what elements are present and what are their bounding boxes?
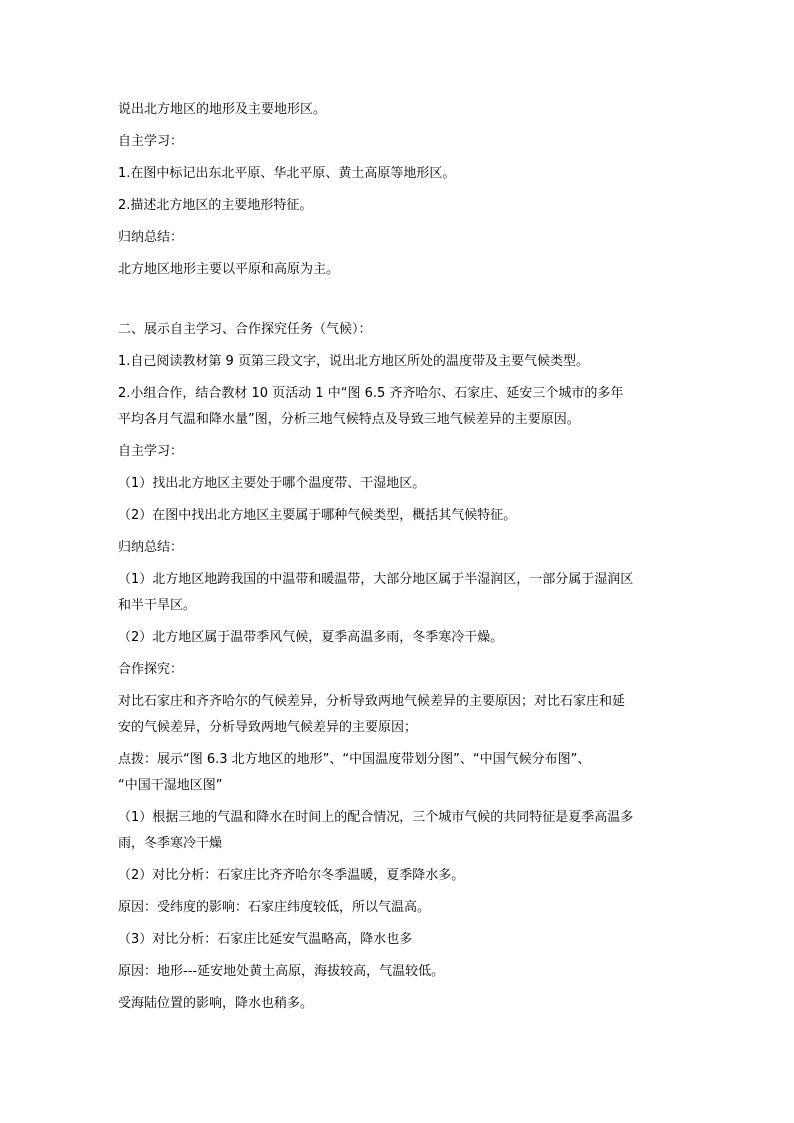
paragraph-line: （1）北方地区地跨我国的中温带和暖温带，大部分地区属于半湿润区，一部分属于湿润区 <box>118 572 634 587</box>
paragraph-line: 合作探究： <box>118 662 184 677</box>
paragraph-line: 雨，冬季寒冷干燥 <box>118 836 223 851</box>
paragraph-line: 受海陆位置的影响，降水也稍多。 <box>118 996 314 1011</box>
paragraph-line: 点拨：展示“图 6.3 北方地区的地形”、“中国温度带划分图”、“中国气候分布图”、 <box>118 752 591 767</box>
paragraph-line: 归纳总结： <box>118 230 184 245</box>
paragraph-line: （2）北方地区属于温带季风气候，夏季高温多雨，冬季寒冷干燥。 <box>118 630 504 645</box>
paragraph-line: 自主学习： <box>118 444 184 459</box>
paragraph-line: 原因：受纬度的影响：石家庄纬度较低，所以气温高。 <box>118 900 431 915</box>
paragraph-line: 说出北方地区的地形及主要地形区。 <box>118 102 327 117</box>
paragraph-line: 平均各月气温和降水量”图，分析三地气候特点及导致三地气候差异的主要原因。 <box>118 412 580 427</box>
paragraph-line: 2.小组合作，结合教材 10 页活动 1 中“图 6.5 齐齐哈尔、石家庄、延安三个城市的多年 <box>118 386 624 401</box>
paragraph-line: 2.描述北方地区的主要地形特征。 <box>118 198 313 213</box>
paragraph-line: 和半干旱区。 <box>118 598 197 613</box>
paragraph-line: （1）找出北方地区主要处于哪个温度带、干湿地区。 <box>118 476 426 491</box>
section-heading: 二、展示自主学习、合作探究任务（气候）： <box>118 322 372 337</box>
paragraph-line: 北方地区地形主要以平原和高原为主。 <box>118 262 340 277</box>
paragraph-line: 1.在图中标记出东北平原、华北平原、黄土高原等地形区。 <box>118 166 456 181</box>
paragraph-line: 1.自己阅读教材第 9 页第三段文字，说出北方地区所处的温度带及主要气候类型。 <box>118 354 589 369</box>
paragraph-line: 自主学习： <box>118 134 184 149</box>
paragraph-line: （3）对比分析：石家庄比延安气温略高，降水也多 <box>118 932 413 947</box>
paragraph-line: 归纳总结： <box>118 540 184 555</box>
paragraph-line: 对比石家庄和齐齐哈尔的气候差异，分析导致两地气候差异的主要原因；对比石家庄和延 <box>118 694 626 709</box>
document-page <box>118 100 678 1026</box>
paragraph-line: 安的气候差异，分析导致两地气候差异的主要原因； <box>118 720 418 735</box>
paragraph-line: （2）在图中找出北方地区主要属于哪种气候类型，概括其气候特征。 <box>118 508 517 523</box>
paragraph-line: “中国干湿地区图” <box>118 778 223 793</box>
paragraph-line: （1）根据三地的气温和降水在时间上的配合情况，三个城市气候的共同特征是夏季高温多 <box>118 810 634 825</box>
blank-line <box>118 292 678 320</box>
paragraph-line: （2）对比分析：石家庄比齐齐哈尔冬季温暖，夏季降水多。 <box>118 868 465 883</box>
paragraph-line: 原因：地形---延安地处黄土高原，海拔较高，气温较低。 <box>118 964 445 979</box>
